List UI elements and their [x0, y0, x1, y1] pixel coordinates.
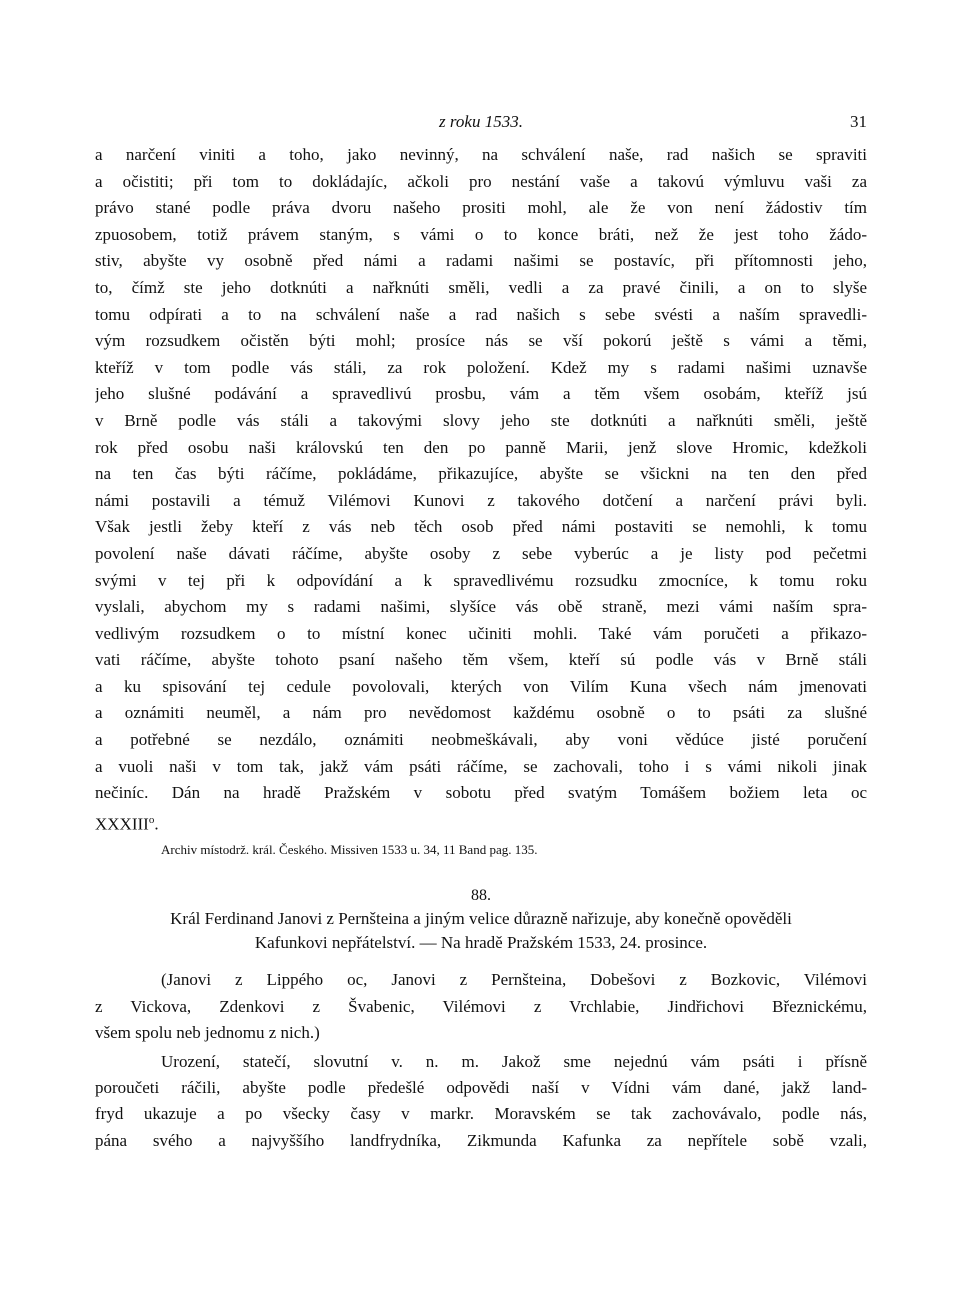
text-line: svými v tej při k odpovídání a k spravedlivému rozsudku zmocníce, k tomu roku [95, 570, 867, 590]
letter-line: poroučeti ráčili, abyšte podle předešlé odpovědi naší v Vídni vám dané, jakž land- [95, 1078, 867, 1097]
date-period: . [154, 814, 159, 834]
document-number: 88. [471, 887, 491, 905]
page-header [95, 112, 867, 142]
text-line: a narčení viniti a toho, jako nevinný, na schválení naše, rad našich se spraviti [95, 145, 867, 164]
text-line: právo stané podle práva dvoru našeho prositi mohl, ale že von není žádostiv tím [95, 198, 867, 218]
document-heading [95, 907, 867, 955]
text-line: povolení naše dávati ráčíme, abyšte osoby z sebe vyberúc a je listy pod pečetmi [95, 543, 867, 563]
text-line: vyslali, abychom my s radami našimi, slyšíce vás obě straně, mezi vámi naším spra- [95, 597, 867, 617]
text-line: vým rozsudkem očistěn býti mohl; prosíce nás se vší pokorú ještě s vámi a těmi, [95, 331, 867, 351]
source-note: Archiv místodrž. král. Českého. Missiven 1533 u. 34, 11 Band pag. 135. [161, 842, 538, 858]
running-title: z roku 1533. [439, 112, 523, 131]
address-line: (Janovi z Lippého oc, Janovi z Pernšteina, Dobešovi z Bozkovic, Vilémovi [161, 970, 867, 990]
date-superscript: o [148, 813, 155, 826]
text-line: stiv, abyšte vy osobně před námi a radami našimi se postavíc, při přítomnosti jeho, [95, 251, 867, 271]
text-line: kteříž v tom podle vás stáli, za rok položení. Kdež my s radami našimi uznavše [95, 357, 867, 377]
text-line: zpuosobem, totiž právem staným, s vámi o to konce bráti, než že jest toho žádo- [95, 224, 867, 244]
text-line: a potřebné se nezdálo, oznámiti neobmeškávali, aby voni vědúce jisté poručení [95, 730, 867, 750]
body-text [95, 142, 867, 833]
address-line: všem spolu neb jednomu z nich.) [95, 1023, 320, 1043]
text-line: a očistiti; při tom to dokládajíc, ačkoli pro nestání vaše a takovú výmluvu vaši za [95, 171, 867, 191]
text-line: námi postavili a témuž Vilémovi Kunovi z takového dotčení a narčení právi byli. [95, 490, 867, 510]
text-line: jeho slušné podávání a spravedlivú prosbu, vám a těm všem osobám, kteříž jsú [95, 384, 867, 404]
text-line: to, čímž ste jeho dotknúti a nařknúti směli, vedli a za pravé činili, a on to slyše [95, 277, 867, 297]
text-line: nečiníc. Dán na hradě Pražském v sobotu před svatým Tomášem božiem leta oc [95, 783, 867, 803]
text-line: a oznámiti neuměl, a nám pro nevědomost každému osobně o to psáti za slušné [95, 703, 867, 723]
letter-line: pána svého a najvyššího landfrydníka, Zikmunda Kafunka za nepřítele sobě vzali, [95, 1130, 867, 1150]
letter-line: fryd ukazuje a po všecky časy v markr. Moravském se tak zachovávalo, podle nás, [95, 1104, 867, 1124]
text-line: vedlivým rozsudkem o to místní konec učiniti mohli. Také vám poručeti a přikazo- [95, 623, 867, 643]
letter-line: Urození, statečí, slovutní v. n. m. Jakož sme nejednú vám psáti i přísně [161, 1051, 867, 1071]
page-number: 31 [850, 112, 867, 131]
text-line: a ku spisování tej cedule povolovali, kterých von Vilím Kuna všech nám jmenovati [95, 676, 867, 696]
text-line: a vuoli naši v tom tak, jakž vám psáti ráčíme, se zachovali, toho i s vámi nikoli jinak [95, 756, 867, 776]
text-line: vati ráčíme, abyšte tohoto psaní našeho těm všem, kteří sú podle vás v Brně stáli [95, 650, 867, 670]
text-line: na ten čas býti ráčíme, pokládáme, přikazujíce, abyšte se všickni na ten den před [95, 464, 867, 484]
address-line: z Vickova, Zdenkovi z Švabenic, Vilémovi z Vrchlabie, Jindřichovi Březnickému, [95, 996, 867, 1016]
text-line: rok před osobu naši královskú ten den po panně Marii, jenž slove Hromic, kdežkoli [95, 437, 867, 457]
address-block [95, 967, 867, 1046]
letter-body [95, 1049, 867, 1155]
date-line [95, 807, 867, 834]
text-line: v Brně podle vás stáli a takovými slovy jeho ste dotknúti a nařknúti směli, ještě [95, 410, 867, 430]
date-roman: XXXIII [95, 814, 149, 834]
heading-line: Král Ferdinand Janovi z Pernšteina a jiným velice důrazně nařizuje, aby konečně opověděli [170, 909, 792, 929]
heading-line: Kafunkovi nepřátelství. — Na hradě Pražském 1533, 24. prosince. [254, 933, 708, 953]
text-line: Však jestli žeby kteří z vás neb těch osob před námi postaviti se nemohli, k tomu [95, 517, 867, 537]
text-line: tomu odpírati a to na schválení naše a rad našich s sebe svésti a naším spravedli- [95, 304, 867, 324]
document-page [95, 112, 867, 1154]
